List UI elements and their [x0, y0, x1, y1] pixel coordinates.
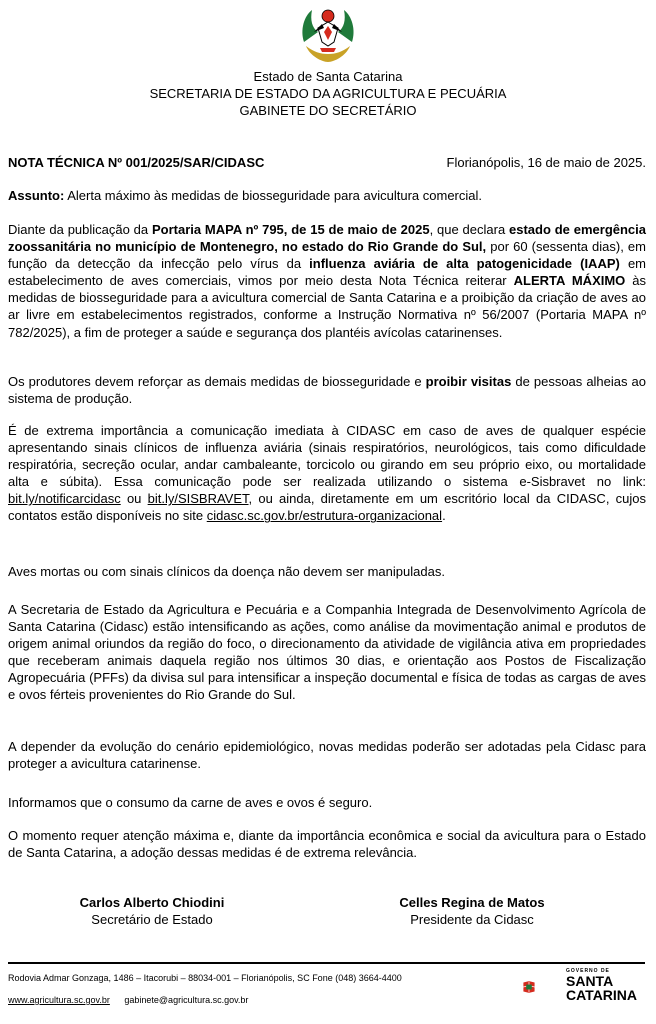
footer-address: Rodovia Admar Gonzaga, 1486 – Itacorubi – 88034-001 – Florianópolis, SC Fone (048) 3664-4400: [8, 973, 402, 983]
p3-text-3: , ou ainda, diretamente em um escritório local da CIDASC, cujos contatos estão disponíveis no site: [8, 491, 647, 524]
secretariat-name: SECRETARIA DE ESTADO DA AGRICULTURA E PECUÁRIA: [149, 86, 507, 101]
p8-text: O momento requer atenção máxima e, diante da importância econômica e social da avicultura para o Estado de Santa Catarina, a adoção dessas medidas é de extrema relevância.: [8, 828, 646, 861]
signature-secretary: [32, 894, 272, 928]
state-name: Estado de Santa Catarina: [253, 69, 403, 84]
p1-bold-iaap: influenza aviária de alta patogenicidade (IAAP): [309, 256, 620, 272]
signatory-name: Celles Regina de Matos: [399, 895, 545, 910]
p1-text-4: em estabelecimento de aves comerciais, vimos por meio desta Nota Técnica reiterar: [8, 256, 647, 289]
p2-text-1: Os produtores devem reforçar as demais medidas de biosseguridade e: [8, 374, 426, 389]
subject-label: Assunto:: [8, 188, 65, 203]
p7-text: Informamos que o consumo da carne de aves e ovos é seguro.: [8, 795, 373, 810]
note-number: NOTA TÉCNICA Nº 001/2025/SAR/CIDASC: [8, 155, 265, 170]
logo-small-text: GOVERNO DE: [566, 968, 610, 974]
signatory-role: Presidente da Cidasc: [410, 912, 534, 927]
p1-text-2: , que declara: [429, 222, 510, 237]
paragraph-4: [8, 563, 646, 580]
p4-text: Aves mortas ou com sinais clínicos da doença não devem ser manipuladas.: [8, 564, 445, 579]
subject-line: [8, 187, 646, 204]
place-date: Florianópolis, 16 de maio de 2025.: [446, 155, 646, 170]
p6-text: A depender da evolução do cenário epidemiológico, novas medidas poderão ser adotadas pela Cidasc para proteger a avicultura catarinense.: [8, 739, 646, 772]
p1-text-3: por 60 (sessenta dias), em função da detecção da infecção pelo vírus da: [8, 239, 646, 272]
office-name: GABINETE DO SECRETÁRIO: [239, 103, 417, 118]
logo-line-1: SANTA: [566, 973, 614, 989]
paragraph-7: [8, 794, 646, 811]
paragraph-5: [8, 601, 646, 704]
p1-text-1: Diante da publicação da: [8, 222, 152, 237]
signatory-name: Carlos Alberto Chiodini: [79, 895, 225, 910]
p3-text-4: .: [442, 508, 446, 524]
email-link[interactable]: gabinete@agricultura.sc.gov.br: [124, 995, 249, 1005]
paragraph-2: [8, 373, 646, 407]
p1-bold-alert: ALERTA MÁXIMO: [513, 273, 626, 289]
p2-text-2: de pessoas alheias ao sistema de produção.: [8, 374, 647, 407]
signatory-role: Secretário de Estado: [91, 912, 213, 927]
p2-bold-visits: proibir visitas: [425, 374, 512, 389]
signature-cidasc-president: [352, 894, 592, 928]
paragraph-8: [8, 827, 646, 861]
footer-links: [8, 994, 260, 1006]
cidasc-offices-link[interactable]: cidasc.sc.gov.br/estrutura-organizacional: [206, 508, 443, 524]
website-link[interactable]: www.agricultura.sc.gov.br: [8, 995, 110, 1005]
p5-text: A Secretaria de Estado da Agricultura e Pecuária e a Companhia Integrada de Desenvolvimento Agrícola de Santa Catarina (Cidasc) estão intensificando as ações, como análise da movimentação animal e produtos de origem animal oriundos da região do foco, o direcionamento da atividade de vigilância ativa em propriedades que receberam animais daquela região nos últimos 30 dias, e orientação aos Postos de Fiscalização Agropecuária (PFFs) da divisa sul para intensificar a inspeção documental e física de todas as cargas de aves e ovos férteis provenientes do Rio Grande do Sul.: [8, 602, 646, 703]
p3-text-2: ou: [120, 491, 148, 507]
logo-line-2: CATARINA: [566, 987, 638, 1003]
subject-text: Alerta máximo às medidas de biosseguridade para avicultura comercial.: [64, 188, 482, 203]
sisbravet-link[interactable]: bit.ly/SISBRAVET: [147, 491, 249, 507]
paragraph-6: [8, 738, 646, 772]
paragraph-1: [8, 221, 646, 341]
logo-wordmark: [566, 968, 650, 1002]
paragraph-3: [8, 422, 646, 525]
p1-bold-emergency: estado de emergência zoossanitária no município de Montenegro, no estado do Rio Grande do Sul,: [8, 222, 646, 255]
p1-text-5: às medidas de biosseguridade para a avicultura comercial de Santa Catarina e a proibição da criação de aves ao ar livre em estabelecimentos registrados, conforme a Instrução Normativa nº 56/2007 (Portaria MAPA nº 782/2025), a fim de proteger a saúde e segurança dos plantéis avícolas catarinenses.: [8, 273, 646, 340]
notificar-cidasc-link[interactable]: bit.ly/notificarcidasc: [8, 491, 121, 507]
footer-divider: [8, 962, 645, 964]
governo-santa-catarina-logo: [522, 966, 566, 1008]
santa-catarina-coat-of-arms: [296, 2, 360, 66]
p3-text-1: É de extrema importância a comunicação imediata à CIDASC em caso de aves de qualquer espécie apresentando sinais clínicos de influenza aviária (sinais respiratórios, neurológicos, tais como dificuldade respiratória, secreção ocular, andar cambaleante, torcicolo ou girando em seu próprio eixo, ou mortalidade alta e súbita). Essa comunicação pode ser realizada utilizando o sistema e-Sisbravet no link:: [8, 423, 646, 490]
p1-bold-ordinance: Portaria MAPA nº 795, de 15 de maio de 2025: [151, 222, 430, 237]
